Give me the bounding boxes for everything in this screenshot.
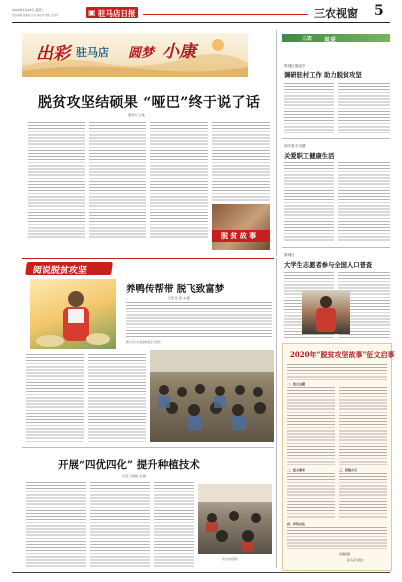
page-bottom-rule bbox=[12, 572, 390, 573]
main-headline: 脱贫攻坚结硕果 “哑巴”终于说了话 bbox=[38, 95, 261, 111]
main-body-col-4 bbox=[212, 122, 270, 202]
contest-email-label: 投稿邮箱 bbox=[339, 552, 351, 556]
header-rule bbox=[143, 14, 308, 15]
sidebar-story2-kicker: 西平县专出镇 bbox=[284, 144, 306, 148]
story-photo-banner bbox=[212, 230, 270, 242]
sidebar-story2-body-b bbox=[338, 162, 390, 242]
sidebar-story3-photo-figure bbox=[302, 290, 350, 334]
contest-lead bbox=[287, 364, 387, 380]
sidebar-story1-body-b bbox=[338, 83, 390, 133]
banner-image bbox=[22, 33, 248, 77]
masthead-underline bbox=[12, 22, 390, 23]
reading-story-title: 养鸭传帮带 脱飞致富梦 bbox=[126, 284, 225, 295]
bottom-photo bbox=[198, 484, 272, 554]
reading-photo bbox=[30, 279, 116, 349]
banner-title-4: 小康 bbox=[162, 42, 196, 62]
reading-section-banner bbox=[25, 262, 113, 275]
masthead bbox=[0, 0, 402, 28]
date-line: 2020年4月28日 星期二 bbox=[12, 8, 45, 12]
main-body-col-3 bbox=[150, 122, 208, 238]
bottom-photo-scene bbox=[198, 484, 272, 554]
bottom-photo-caption: 技术培训现场 bbox=[222, 558, 238, 561]
sidebar-column-icon: 三农 bbox=[302, 36, 313, 42]
bottom-body-col-2 bbox=[90, 482, 150, 568]
sidebar-divider-2 bbox=[282, 247, 390, 248]
contest-body-3 bbox=[287, 473, 335, 519]
banner-title-3: 圆梦 bbox=[128, 46, 155, 61]
reading-body-col-1 bbox=[26, 354, 84, 444]
main-body-col-1 bbox=[28, 122, 85, 238]
sidebar-story3-title: 大学生志愿者参与全国人口普查 bbox=[284, 262, 373, 269]
sidebar-divider-1 bbox=[282, 138, 390, 139]
reading-body-col-2 bbox=[88, 354, 146, 444]
reading-photo-caption: 图为 农户在查看鸭苗生长情况 bbox=[126, 341, 161, 344]
meeting-photo bbox=[150, 350, 274, 442]
bottom-divider bbox=[22, 447, 274, 448]
bottom-headline: 开展“四优四化” 提升种植技术 bbox=[58, 459, 200, 471]
main-byline: 通讯员 马 驰 bbox=[128, 113, 145, 117]
sidebar-story1-title: 调研驻村工作 助力脱贫攻坚 bbox=[284, 72, 362, 79]
edit-line: 责任编辑 张建新 校对 李世平 组版 范翠玲 bbox=[12, 14, 59, 17]
bottom-body-col-3 bbox=[154, 482, 194, 568]
sidebar-column-header bbox=[282, 34, 390, 42]
paper-logo bbox=[86, 7, 138, 18]
column-divider-lower bbox=[276, 258, 277, 568]
sidebar-story3-kicker: 驿城区 bbox=[284, 253, 295, 257]
sidebar-story2-title: 关爱职工健康生活 bbox=[284, 153, 335, 160]
section-divider bbox=[22, 258, 274, 259]
sidebar-story1-body-a bbox=[284, 83, 334, 133]
sidebar-story1-kicker: 驿城区胡庙乡 bbox=[284, 64, 306, 68]
contest-section-1: 一、征文主题 bbox=[287, 382, 306, 386]
newspaper-icon: ▣ bbox=[88, 8, 96, 17]
banner-title-2: 驻马店 bbox=[76, 46, 109, 59]
meeting-photo-crowd bbox=[150, 350, 274, 442]
bottom-byline: 记者 王晓娟 文/图 bbox=[122, 474, 146, 478]
sidebar-story2-body-a bbox=[284, 162, 334, 242]
reading-story-body bbox=[126, 302, 272, 338]
photo-caption-banner: 脱 贫 故 事 bbox=[221, 231, 257, 240]
story-photo bbox=[212, 204, 270, 250]
section-title: 三农视窗 bbox=[314, 7, 358, 20]
sidebar-column-name: 风采 bbox=[324, 36, 337, 44]
paper-name: 驻马店日报 bbox=[98, 9, 136, 18]
sidebar-story3-photo bbox=[302, 290, 350, 334]
contest-section-3: 三、投稿方式 bbox=[339, 468, 358, 472]
contest-title: 2020年“脱贫攻坚故事”征文启事 bbox=[290, 350, 395, 359]
reading-photo-figure bbox=[30, 279, 116, 349]
contest-section-4: 四、评奖办法 bbox=[287, 522, 306, 526]
reading-section-title: 阅说脱贫攻坚 bbox=[31, 266, 88, 276]
bottom-body-col-1 bbox=[26, 482, 86, 568]
contest-body-4 bbox=[339, 473, 387, 519]
contest-section-2: 二、征文要求 bbox=[287, 468, 306, 472]
column-divider-main bbox=[276, 30, 277, 256]
contest-body-1 bbox=[287, 387, 335, 465]
reading-story-byline: 记者 张 颖 文/图 bbox=[168, 296, 190, 300]
contest-box bbox=[282, 343, 395, 571]
banner-title-1: 出彩 bbox=[36, 44, 70, 64]
main-body-col-2 bbox=[89, 122, 146, 238]
contest-body-2 bbox=[339, 387, 387, 465]
contest-body-5 bbox=[287, 527, 387, 549]
contest-org: 驻马店日报社 bbox=[347, 558, 364, 562]
page-number: 5 bbox=[374, 3, 384, 19]
